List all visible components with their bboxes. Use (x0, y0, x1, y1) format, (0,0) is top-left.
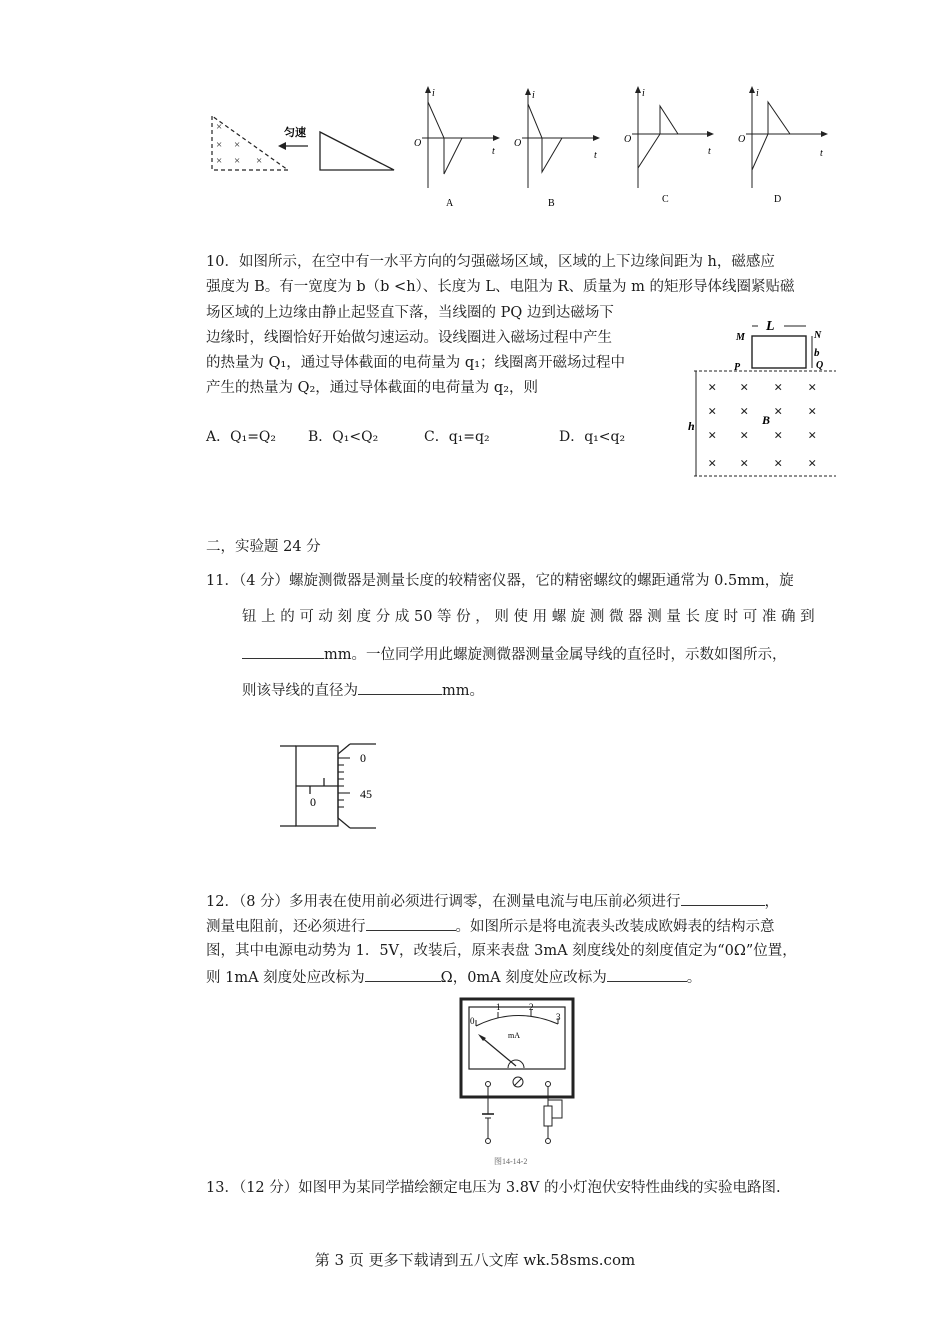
q12-line-4: 则 1mA 刻度处应改标为 Ω，0mA 刻度处应改标为 。 (206, 966, 701, 988)
svg-text:0: 0 (360, 751, 366, 765)
q11-line-4: 则该导线的直径为 mm。 (242, 679, 484, 701)
q12-blank-zero-adjust[interactable] (681, 890, 765, 906)
svg-text:×: × (216, 139, 223, 151)
svg-text:×: × (216, 155, 223, 167)
graph-c (624, 86, 714, 205)
svg-text:0: 0 (310, 795, 316, 809)
field-region (212, 116, 288, 170)
svg-text:×: × (774, 456, 783, 472)
svg-text:P: P (734, 362, 741, 373)
q10-line-4: 边缘时，线圈恰好开始做匀速运动。设线圈进入磁场过程中产生 (206, 330, 612, 346)
svg-text:C: C (662, 194, 669, 205)
svg-text:3: 3 (556, 1012, 561, 1022)
q10-line-6: 产生的热量为 Q₂，通过导体截面的电荷量为 q₂，则 (206, 380, 539, 396)
svg-text:O: O (514, 138, 522, 149)
q11-line-2: 钮 上 的 可 动 刻 度 分 成 50 等 份 ， 则 使 用 螺 旋 测 微 器 测 量 长 度 时 可 准 确 到 (242, 609, 815, 625)
q10-line-5: 的热量为 Q₁，通过导体截面的电荷量为 q₁；线圈离开磁场过程中 (206, 355, 626, 371)
svg-text:×: × (740, 428, 749, 444)
svg-text:2: 2 (529, 1002, 534, 1012)
svg-text:Q: Q (816, 360, 824, 371)
svg-text:O: O (624, 134, 632, 145)
q11-blank-diameter[interactable] (358, 679, 442, 695)
q10-option-b: B．Q₁<Q₂ (308, 429, 379, 445)
svg-text:t: t (820, 148, 823, 159)
q10-option-c: C．q₁=q₂ (424, 429, 490, 445)
q10-line-3: 场区域的上边缘由静止起竖直下落，当线圈的 PQ 边到达磁场下 (206, 305, 614, 321)
svg-text:0: 0 (470, 1016, 475, 1026)
svg-text:×: × (256, 155, 263, 167)
q10-option-a: A．Q₁=Q₂ (206, 429, 277, 445)
svg-text:N: N (814, 330, 822, 341)
svg-text:×: × (774, 380, 783, 396)
svg-text:×: × (708, 404, 717, 420)
uniform-arrow (278, 125, 308, 150)
svg-text:×: × (234, 139, 241, 151)
induction-figure (200, 78, 840, 218)
coil-magnetic-field-figure (690, 316, 840, 480)
svg-text:D: D (774, 194, 782, 205)
svg-text:i: i (432, 88, 435, 99)
graph-a (414, 86, 500, 209)
micrometer-figure (280, 738, 400, 834)
q11-blank-precision[interactable] (242, 643, 324, 659)
svg-text:B: B (762, 413, 771, 427)
svg-text:×: × (740, 456, 749, 472)
svg-text:t: t (492, 146, 495, 157)
svg-text:×: × (808, 380, 817, 396)
svg-text:×: × (740, 404, 749, 420)
q12-blank-0ma[interactable] (607, 966, 687, 982)
svg-text:×: × (708, 380, 717, 396)
svg-text:1: 1 (496, 1002, 501, 1012)
q10-option-d: D．q₁<q₂ (559, 429, 626, 445)
svg-text:×: × (808, 456, 817, 472)
svg-text:B: B (548, 198, 555, 209)
svg-text:45: 45 (360, 787, 372, 801)
svg-text:h: h (688, 419, 695, 433)
svg-text:t: t (594, 150, 597, 161)
svg-text:图14-14-2: 图14-14-2 (494, 1157, 528, 1166)
svg-text:i: i (642, 88, 645, 99)
page-footer: 第 3 页 更多下载请到五八文库 wk.58sms.com (314, 1251, 636, 1269)
svg-text:×: × (808, 428, 817, 444)
svg-text:O: O (738, 134, 746, 145)
section-2-heading: 二，实验题 24 分 (206, 539, 321, 555)
svg-text:匀速: 匀速 (284, 127, 306, 139)
svg-text:×: × (708, 456, 717, 472)
q12-blank-ohm-adjust[interactable] (366, 915, 456, 931)
q11-line-3: mm。一位同学用此螺旋测微器测量金属导线的直径时，示数如图所示， (242, 643, 787, 665)
svg-text:i: i (532, 90, 535, 101)
svg-text:mA: mA (508, 1031, 520, 1040)
q12-line-1: 12．（8 分）多用表在使用前必须进行调零，在测量电流与电压前必须进行 ， (206, 890, 779, 912)
svg-text:×: × (808, 404, 817, 420)
svg-text:×: × (774, 404, 783, 420)
svg-text:t: t (708, 146, 711, 157)
svg-text:M: M (736, 332, 745, 343)
q11-line-1: 11．（4 分）螺旋测微器是测量长度的较精密仪器，它的精密螺纹的螺距通常为 0.5mm，旋 (206, 573, 794, 589)
svg-text:O: O (414, 138, 422, 149)
graph-d (738, 86, 828, 205)
svg-text:×: × (234, 155, 241, 167)
svg-text:i: i (756, 88, 759, 99)
ohmmeter-figure (458, 996, 578, 1168)
svg-text:×: × (708, 428, 717, 444)
svg-text:×: × (216, 121, 223, 133)
svg-text:L: L (766, 319, 775, 334)
q10-line-2: 强度为 B。有一宽度为 b（b <h）、长度为 L、电阻为 R、质量为 m 的矩形导体线圈紧贴磁 (206, 279, 795, 295)
svg-text:A: A (446, 198, 454, 209)
q10-line-1: 10．如图所示，在空中有一水平方向的匀强磁场区域，区域的上下边缘间距为 h，磁感应 (206, 254, 775, 270)
graph-b (514, 88, 600, 209)
svg-text:b: b (814, 347, 820, 359)
svg-text:×: × (740, 380, 749, 396)
q13-line-1: 13．（12 分）如图甲为某同学描绘额定电压为 3.8V 的小灯泡伏安特性曲线的实验电路图. (206, 1180, 781, 1196)
triangle-coil (320, 132, 394, 170)
q12-line-3: 图，其中电源电动势为 1．5V，改装后，原来表盘 3mA 刻度线处的刻度值定为“0Ω”位置， (206, 943, 797, 959)
svg-text:×: × (774, 428, 783, 444)
q12-blank-1ma[interactable] (365, 966, 441, 982)
q12-line-2: 测量电阻前，还必须进行 。如图所示是将电流表头改装成欧姆表的结构示意 (206, 915, 775, 937)
